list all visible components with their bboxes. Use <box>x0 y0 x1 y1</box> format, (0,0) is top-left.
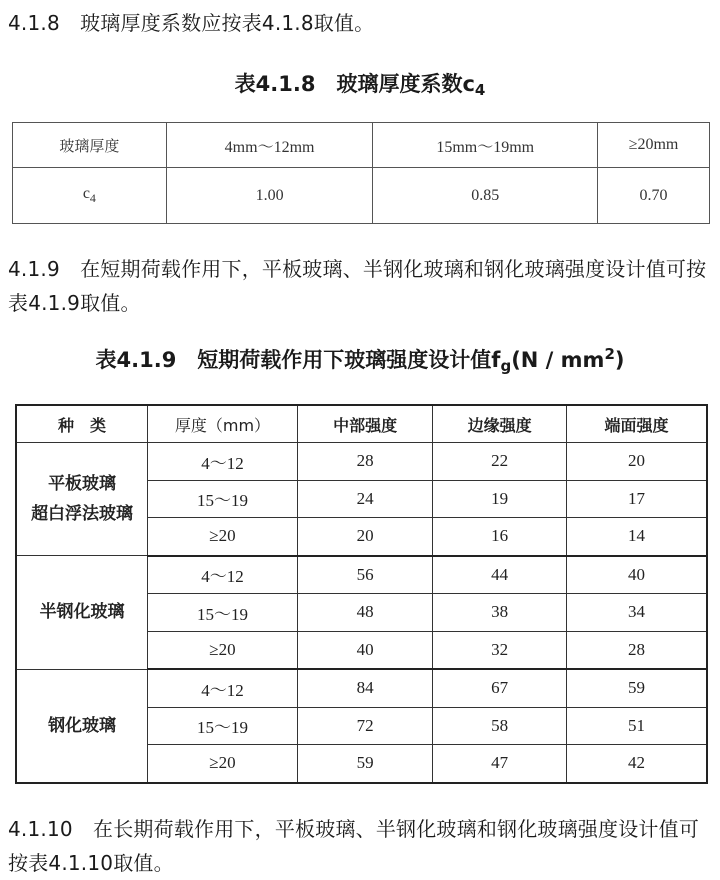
header-cell: ≥20mm <box>598 123 710 168</box>
category-cell <box>16 443 148 556</box>
value-cell: 56 <box>297 556 433 594</box>
value-cell: 22 <box>433 443 567 481</box>
header-cell: 15mm～19mm <box>373 123 598 168</box>
value-cell: 20 <box>297 518 433 556</box>
table-row <box>16 443 707 481</box>
header-cell: 种 类 <box>16 405 148 443</box>
caption-subscript: g <box>500 357 512 375</box>
thickness-cell: ≥20 <box>148 631 298 669</box>
category-line: 半钢化玻璃 <box>39 602 125 623</box>
header-cell: 玻璃厚度 <box>13 123 167 168</box>
value-cell: 0.70 <box>598 168 710 224</box>
row-label: c <box>82 185 90 202</box>
caption-text: 表4.1.9 短期荷载作用下玻璃强度设计值f <box>95 348 501 372</box>
value-cell: 16 <box>433 518 567 556</box>
thickness-cell: ≥20 <box>148 745 298 783</box>
paragraph-4-1-8: 4.1.8 玻璃厚度系数应按表4.1.8取值。 <box>8 11 375 35</box>
caption-text: 表4.1.8 玻璃厚度系数c <box>234 72 475 96</box>
value-cell: 40 <box>297 631 433 669</box>
value-cell: 34 <box>566 594 707 632</box>
table-header-row <box>13 123 710 168</box>
table-header-row <box>16 405 707 443</box>
value-cell: 28 <box>297 443 433 481</box>
category-cell <box>16 556 148 670</box>
thickness-cell: 4～12 <box>148 669 298 707</box>
value-cell: 20 <box>566 443 707 481</box>
thickness-cell: 4～12 <box>148 443 298 481</box>
paragraph-4-1-10: 4.1.10 在长期荷载作用下，平板玻璃、半钢化玻璃和钢化玻璃强度设计值可按表4.1.10取值。 <box>8 817 700 875</box>
value-cell: 0.85 <box>373 168 598 224</box>
table-4-1-9 <box>15 404 708 784</box>
value-cell: 32 <box>433 631 567 669</box>
row-label-subscript: 4 <box>89 191 96 205</box>
table-row <box>16 556 707 594</box>
thickness-cell: ≥20 <box>148 518 298 556</box>
table-4-1-8 <box>12 122 710 224</box>
value-cell: 1.00 <box>166 168 373 224</box>
value-cell: 14 <box>566 518 707 556</box>
thickness-cell: 15～19 <box>148 707 298 745</box>
value-cell: 42 <box>566 745 707 783</box>
caption-close: ) <box>614 348 625 372</box>
value-cell: 17 <box>566 480 707 518</box>
thickness-cell: 15～19 <box>148 480 298 518</box>
category-line: 钢化玻璃 <box>48 715 117 736</box>
value-cell: 84 <box>297 669 433 707</box>
header-cell: 端面强度 <box>566 405 707 443</box>
value-cell: 47 <box>433 745 567 783</box>
table-4-1-8-caption <box>0 68 720 99</box>
header-cell: 中部强度 <box>297 405 433 443</box>
value-cell: 48 <box>297 594 433 632</box>
table-row <box>16 669 707 707</box>
value-cell: 59 <box>297 745 433 783</box>
value-cell: 44 <box>433 556 567 594</box>
table-4-1-9-caption <box>0 344 720 375</box>
caption-unit: (N / mm <box>511 348 605 372</box>
table-row <box>13 168 710 224</box>
thickness-cell: 4～12 <box>148 556 298 594</box>
value-cell: 19 <box>433 480 567 518</box>
category-line: 超白浮法玻璃 <box>31 504 134 524</box>
value-cell: 58 <box>433 707 567 745</box>
header-cell: 边缘强度 <box>433 405 567 443</box>
value-cell: 72 <box>297 707 433 745</box>
value-cell: 51 <box>566 707 707 745</box>
value-cell: 38 <box>433 594 567 632</box>
header-cell: 厚度（mm） <box>148 405 298 443</box>
value-cell: 40 <box>566 556 707 594</box>
paragraph-4-1-9: 4.1.9 在短期荷载作用下，平板玻璃、半钢化玻璃和钢化玻璃强度设计值可按表4.1.9取值。 <box>8 257 707 315</box>
caption-superscript: 2 <box>604 345 615 363</box>
value-cell: 28 <box>566 631 707 669</box>
value-cell: 67 <box>433 669 567 707</box>
header-cell: 4mm～12mm <box>166 123 373 168</box>
value-cell: 24 <box>297 480 433 518</box>
row-label-cell <box>13 168 167 224</box>
caption-subscript: 4 <box>474 81 486 99</box>
value-cell: 59 <box>566 669 707 707</box>
category-line: 平板玻璃 <box>48 474 117 494</box>
thickness-cell: 15～19 <box>148 594 298 632</box>
category-cell <box>16 669 148 783</box>
